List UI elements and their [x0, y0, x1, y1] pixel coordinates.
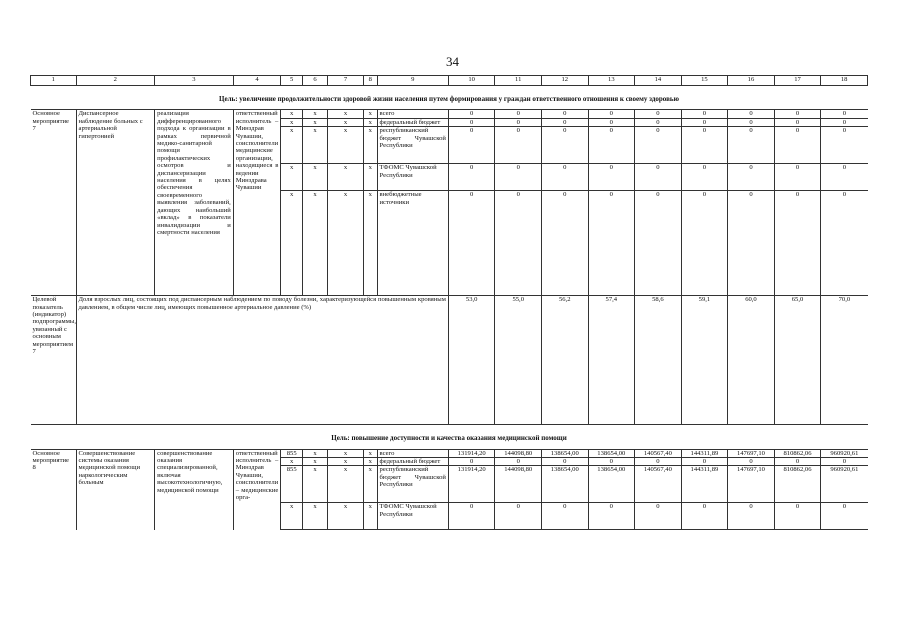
code-cell: x — [364, 164, 377, 191]
col-number: 15 — [681, 76, 728, 86]
value-cell: 0 — [728, 118, 775, 126]
funding-source: ТФОМС Чувашской Республики — [377, 164, 448, 191]
value-cell: 138654,00 — [588, 466, 635, 503]
value-cell: 0 — [448, 503, 495, 530]
value-cell: 0 — [448, 191, 495, 296]
value-cell: 0 — [681, 110, 728, 118]
col-number: 2 — [76, 76, 155, 86]
event-description: реализация дифференцированного подхода к организации в рамках первичной медико-санитарной помощи профилактических осмотров и диспансеризации населения в целях обеспечения своевременного выявления заболеваний, дающих наибольший «вклад» в показатели инвалидизации и смертности населения — [155, 110, 234, 296]
value-cell: 138654,00 — [588, 449, 635, 457]
code-cell: x — [327, 127, 363, 164]
value-cell: 0 — [774, 118, 821, 126]
value-cell: 55,0 — [495, 296, 542, 425]
value-cell: 0 — [495, 503, 542, 530]
value-cell: 0 — [774, 191, 821, 296]
value-cell: 0 — [821, 164, 868, 191]
event-executor: ответственный исполнитель – Минздрав Чувашии, соисполнители медицинские организации, находящиеся в ведении Минздрава Чувашии — [233, 110, 281, 296]
code-cell: x — [303, 118, 328, 126]
col-number: 14 — [635, 76, 682, 86]
code-cell: x — [327, 503, 363, 530]
code-cell: x — [303, 466, 328, 503]
value-cell: 0 — [542, 191, 589, 296]
value-cell: 0 — [542, 503, 589, 530]
value-cell: 0 — [588, 458, 635, 466]
value-cell: 0 — [774, 503, 821, 530]
code-cell: x — [281, 110, 303, 118]
event-title: Диспансерное наблюдение больных с артериальной гипертонией — [76, 110, 155, 296]
col-number: 7 — [327, 76, 363, 86]
indicator-row — [31, 296, 868, 425]
value-cell: 147697,10 — [728, 466, 775, 503]
value-cell: 0 — [774, 164, 821, 191]
value-cell: 0 — [542, 118, 589, 126]
funding-source: внебюджетные источники — [377, 191, 448, 296]
value-cell: 131914,20 — [448, 466, 495, 503]
col-number: 18 — [821, 76, 868, 86]
value-cell: 144311,89 — [681, 466, 728, 503]
value-cell: 0 — [728, 110, 775, 118]
col-number: 3 — [155, 76, 234, 86]
funding-source: федеральный бюджет — [377, 118, 448, 126]
code-cell: x — [281, 458, 303, 466]
value-cell: 0 — [588, 164, 635, 191]
funding-source: ТФОМС Чувашской Республики — [377, 503, 448, 530]
code-cell: x — [281, 118, 303, 126]
value-cell: 0 — [774, 127, 821, 164]
col-number: 4 — [233, 76, 281, 86]
value-cell: 0 — [588, 127, 635, 164]
value-cell: 60,0 — [728, 296, 775, 425]
value-cell: 0 — [448, 164, 495, 191]
value-cell: 0 — [821, 110, 868, 118]
value-cell: 140567,40 — [635, 466, 682, 503]
code-cell: x — [364, 127, 377, 164]
value-cell: 960920,61 — [821, 449, 868, 457]
value-cell: 0 — [495, 458, 542, 466]
code-cell: 855 — [281, 449, 303, 457]
value-cell: 58,6 — [635, 296, 682, 425]
value-cell: 0 — [495, 110, 542, 118]
value-cell: 0 — [681, 164, 728, 191]
value-cell: 0 — [681, 503, 728, 530]
col-number: 8 — [364, 76, 377, 86]
event-label: Основное мероприятие 7 — [31, 110, 77, 296]
value-cell: 0 — [821, 503, 868, 530]
event-description: совершенствование оказания специализированной, включая высокотехнологичную, медицинской помощи — [155, 449, 234, 530]
value-cell: 0 — [635, 127, 682, 164]
value-cell: 0 — [774, 458, 821, 466]
code-cell: 855 — [281, 466, 303, 503]
value-cell: 0 — [728, 127, 775, 164]
funding-source: всего — [377, 449, 448, 457]
col-number: 11 — [495, 76, 542, 86]
funding-source: республиканский бюджет Чувашской Республики — [377, 466, 448, 503]
goal-heading: Цель: повышение доступности и качества оказания медицинской помощи — [331, 434, 567, 443]
column-number-row — [31, 76, 868, 86]
value-cell: 960920,61 — [821, 466, 868, 503]
value-cell: 59,1 — [681, 296, 728, 425]
code-cell: x — [281, 191, 303, 296]
col-number: 9 — [377, 76, 448, 86]
value-cell: 0 — [774, 110, 821, 118]
value-cell: 53,0 — [448, 296, 495, 425]
value-cell: 0 — [635, 118, 682, 126]
code-cell: x — [281, 503, 303, 530]
code-cell: x — [327, 164, 363, 191]
value-cell: 0 — [821, 118, 868, 126]
value-cell: 0 — [588, 191, 635, 296]
value-cell: 0 — [681, 458, 728, 466]
col-number: 12 — [542, 76, 589, 86]
code-cell: x — [364, 118, 377, 126]
value-cell: 138654,00 — [542, 466, 589, 503]
value-cell: 0 — [448, 127, 495, 164]
code-cell: x — [327, 191, 363, 296]
page-number: 34 — [446, 54, 459, 69]
code-cell: x — [303, 503, 328, 530]
event-title: Совершенствование системы оказания медицинской помощи наркологическим больным — [76, 449, 155, 530]
funding-source: федеральный бюджет — [377, 458, 448, 466]
value-cell: 0 — [728, 164, 775, 191]
value-cell: 0 — [681, 118, 728, 126]
col-number: 10 — [448, 76, 495, 86]
col-number: 13 — [588, 76, 635, 86]
code-cell: x — [327, 110, 363, 118]
value-cell: 0 — [542, 127, 589, 164]
value-cell: 0 — [495, 118, 542, 126]
code-cell: x — [303, 191, 328, 296]
value-cell: 0 — [821, 191, 868, 296]
value-cell: 810862,06 — [774, 449, 821, 457]
code-cell: x — [303, 127, 328, 164]
value-cell: 0 — [542, 458, 589, 466]
indicator-text: Доля взрослых лиц, состоящих под диспансерным наблюдением по поводу болезни, характеризующейся повышенным кровяным давлением, в общем числе лиц, имеющих повышенное артериальное давление (%) — [76, 296, 448, 425]
value-cell: 65,0 — [774, 296, 821, 425]
col-number: 16 — [728, 76, 775, 86]
table-row — [31, 110, 868, 118]
value-cell: 144311,89 — [681, 449, 728, 457]
code-cell: x — [364, 458, 377, 466]
value-cell: 810862,06 — [774, 466, 821, 503]
value-cell: 147697,10 — [728, 449, 775, 457]
code-cell: x — [303, 164, 328, 191]
value-cell: 0 — [728, 503, 775, 530]
value-cell: 0 — [821, 458, 868, 466]
value-cell: 0 — [681, 191, 728, 296]
value-cell: 0 — [728, 458, 775, 466]
value-cell: 131914,20 — [448, 449, 495, 457]
table-row — [31, 449, 868, 457]
value-cell: 0 — [542, 110, 589, 118]
code-cell: x — [327, 466, 363, 503]
code-cell: x — [364, 503, 377, 530]
code-cell: x — [364, 466, 377, 503]
code-cell: x — [327, 458, 363, 466]
value-cell: 0 — [495, 127, 542, 164]
value-cell: 0 — [448, 458, 495, 466]
value-cell: 70,0 — [821, 296, 868, 425]
value-cell: 0 — [448, 118, 495, 126]
value-cell: 0 — [635, 458, 682, 466]
value-cell: 0 — [588, 110, 635, 118]
code-cell: x — [281, 164, 303, 191]
value-cell: 0 — [588, 118, 635, 126]
col-number: 6 — [303, 76, 328, 86]
code-cell: x — [303, 110, 328, 118]
value-cell: 140567,40 — [635, 449, 682, 457]
col-number: 1 — [31, 76, 77, 86]
event-label: Основное мероприятие 8 — [31, 449, 77, 530]
value-cell: 0 — [448, 110, 495, 118]
value-cell: 0 — [821, 127, 868, 164]
goal-heading: Цель: увеличение продолжительности здоровой жизни населения путем формирования у граждан ответственного отношения к своему здоровью — [219, 95, 679, 103]
value-cell: 144098,80 — [495, 449, 542, 457]
value-cell: 56,2 — [542, 296, 589, 425]
value-cell: 0 — [635, 191, 682, 296]
value-cell: 0 — [635, 164, 682, 191]
col-number: 5 — [281, 76, 303, 86]
value-cell: 0 — [635, 110, 682, 118]
col-number: 17 — [774, 76, 821, 86]
value-cell: 0 — [728, 191, 775, 296]
code-cell: x — [327, 118, 363, 126]
code-cell: x — [281, 127, 303, 164]
funding-source: всего — [377, 110, 448, 118]
code-cell: x — [303, 458, 328, 466]
value-cell: 138654,00 — [542, 449, 589, 457]
funding-source: республиканский бюджет Чувашской Республики — [377, 127, 448, 164]
value-cell: 0 — [681, 127, 728, 164]
indicator-label: Целевой показатель (индикатор) подпрограммы, увязанный с основным мероприятием 7 — [31, 296, 77, 425]
code-cell: x — [303, 449, 328, 457]
value-cell: 0 — [588, 503, 635, 530]
budget-table — [30, 75, 868, 530]
code-cell: x — [364, 110, 377, 118]
value-cell: 57,4 — [588, 296, 635, 425]
value-cell: 0 — [495, 191, 542, 296]
code-cell: x — [327, 449, 363, 457]
value-cell: 0 — [635, 503, 682, 530]
value-cell: 144098,80 — [495, 466, 542, 503]
code-cell: x — [364, 449, 377, 457]
value-cell: 0 — [495, 164, 542, 191]
value-cell: 0 — [542, 164, 589, 191]
code-cell: x — [364, 191, 377, 296]
event-executor: ответственный исполнитель – Минздрав Чувашии, соисполнители – медицинские орга- — [233, 449, 281, 530]
